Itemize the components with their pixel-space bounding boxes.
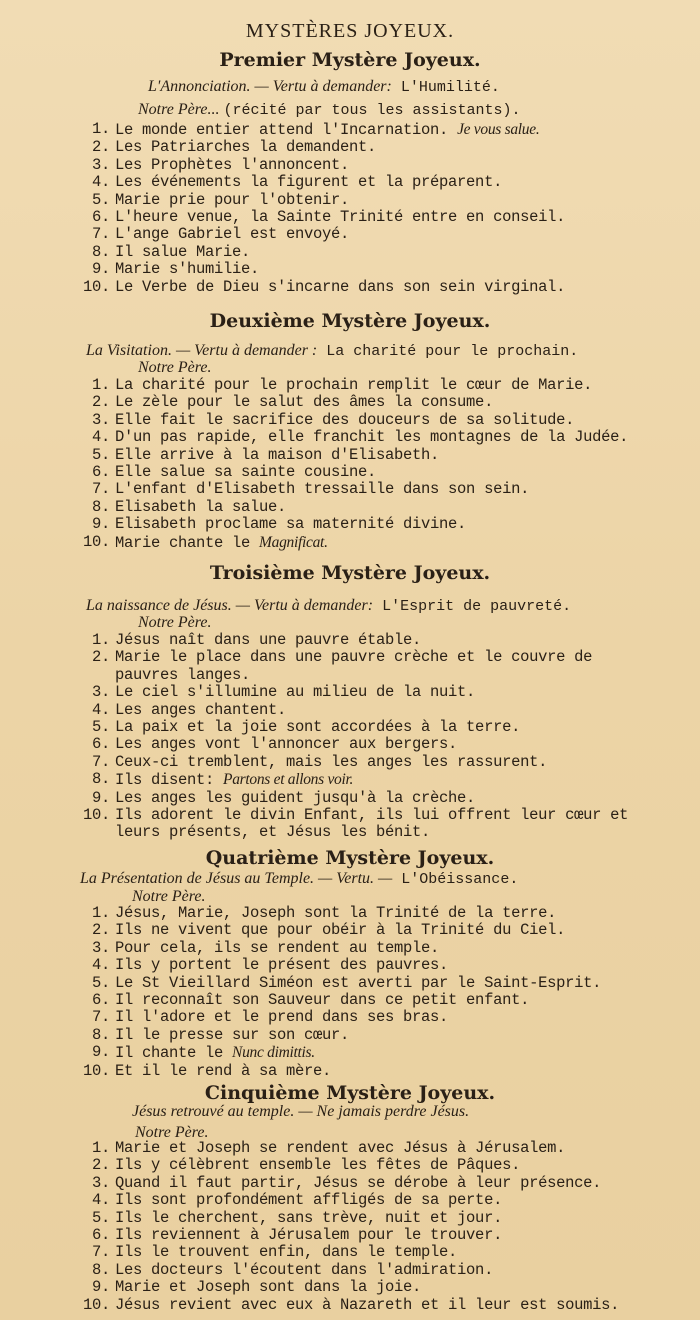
notre-pere-line bbox=[138, 614, 211, 631]
item-number: 6. bbox=[91, 1226, 110, 1245]
item-number: 2. bbox=[91, 1156, 110, 1175]
item-text: Marie s'humilie. bbox=[115, 260, 260, 279]
list-item bbox=[0, 1175, 700, 1192]
item-text: Les anges vont l'annoncer aux bergers. bbox=[115, 735, 458, 754]
decade-list bbox=[0, 905, 700, 1080]
item-text: Ils y portent le présent des pauvres. bbox=[115, 956, 449, 975]
item-text: Le Verbe de Dieu s'incarne dans son sein virginal. bbox=[115, 277, 566, 296]
item-text: Ils adorent le divin Enfant, ils lui offrent leur cœur et leurs présents, et Jésus les bénit. bbox=[115, 806, 629, 842]
item-number: 3. bbox=[91, 938, 110, 957]
notre-pere-note: (récité par tous les assistants). bbox=[223, 102, 521, 119]
list-item bbox=[0, 1027, 700, 1044]
item-number: 2. bbox=[91, 921, 110, 940]
item-number: 5. bbox=[91, 445, 110, 464]
item-number: 1. bbox=[91, 904, 110, 922]
item-text: Marie et Joseph se rendent avec Jésus à Jérusalem. bbox=[115, 1139, 566, 1157]
item-text: Il l'adore et le prend dans ses bras. bbox=[115, 1008, 449, 1027]
item-text: Les événements la figurent et la préparent. bbox=[115, 173, 503, 192]
decade-list bbox=[0, 1140, 700, 1314]
item-number: 5. bbox=[91, 190, 110, 209]
item-italic: Je vous salue. bbox=[457, 121, 540, 138]
list-item bbox=[0, 1279, 700, 1296]
virtue-label: La Visitation. — Vertu à demander : bbox=[86, 342, 318, 359]
item-text: Les docteurs l'écoutent dans l'admiration. bbox=[115, 1260, 494, 1279]
decade-list bbox=[0, 632, 700, 842]
virtue-label: Jésus retrouvé au temple. — Ne jamais perdre Jésus. bbox=[132, 1103, 470, 1120]
list-item bbox=[0, 139, 700, 156]
item-number: 10. bbox=[82, 277, 110, 296]
item-text: D'un pas rapide, elle franchit les montagnes de la Judée. bbox=[115, 428, 629, 447]
item-text: Il salue Marie. bbox=[115, 242, 251, 261]
decade-list bbox=[0, 121, 700, 296]
list-item bbox=[0, 499, 700, 516]
virtue-line bbox=[86, 342, 578, 360]
item-number: 2. bbox=[91, 648, 110, 667]
item-text: Les anges chantent. bbox=[115, 700, 287, 719]
list-item bbox=[0, 377, 700, 394]
list-item bbox=[0, 1044, 700, 1062]
item-number: 7. bbox=[91, 752, 110, 771]
item-text: Pour cela, ils se rendent au temple. bbox=[115, 938, 440, 957]
item-number: 4. bbox=[91, 956, 110, 975]
list-item bbox=[0, 1140, 700, 1157]
item-number: 4. bbox=[91, 1191, 110, 1210]
item-text: Marie le place dans une pauvre crèche et le couvre de pauvres langes. bbox=[115, 648, 593, 684]
item-text: Il reconnaît son Sauveur dans ce petit enfant. bbox=[115, 991, 530, 1010]
virtue-line bbox=[80, 870, 518, 888]
item-text: Jésus, Marie, Joseph sont la Trinité de la terre. bbox=[115, 904, 557, 922]
item-text: Le zèle pour le salut des âmes la consume. bbox=[115, 393, 494, 412]
item-text: Le monde entier attend l'Incarnation. bbox=[115, 121, 449, 139]
list-item bbox=[0, 279, 700, 296]
virtue-value: L'Esprit de pauvreté. bbox=[382, 598, 572, 615]
virtue-value: L'Humilité. bbox=[400, 79, 500, 96]
item-number: 8. bbox=[91, 1260, 110, 1279]
virtue-line bbox=[86, 597, 571, 615]
item-text: Elle salue sa sainte cousine. bbox=[115, 463, 377, 482]
item-text: Et il le rend à sa mère. bbox=[115, 1061, 332, 1080]
item-number: 7. bbox=[91, 1008, 110, 1027]
item-text: Ils sont profondément affligés de sa perte. bbox=[115, 1191, 503, 1210]
virtue-value: L'Obéissance. bbox=[401, 871, 519, 888]
list-item bbox=[0, 975, 700, 992]
item-number: 9. bbox=[91, 515, 110, 534]
virtue-label: L'Annonciation. — Vertu à demander: bbox=[148, 78, 392, 95]
item-text: La paix et la joie sont accordées à la terre. bbox=[115, 718, 521, 737]
virtue-value: La charité pour le prochain. bbox=[326, 343, 579, 360]
list-item bbox=[0, 1262, 700, 1279]
virtue-label: La Présentation de Jésus au Temple. — Vertu. — bbox=[80, 870, 393, 887]
item-number: 8. bbox=[91, 242, 110, 261]
item-text: Le ciel s'illumine au milieu de la nuit. bbox=[115, 683, 476, 702]
item-number: 6. bbox=[91, 208, 110, 227]
item-number: 10. bbox=[82, 1295, 110, 1314]
notre-pere-label: Notre Père. bbox=[135, 1124, 209, 1141]
list-item bbox=[0, 1210, 700, 1227]
mystery-heading: Premier Mystère Joyeux. bbox=[219, 49, 481, 71]
item-number: 4. bbox=[91, 428, 110, 447]
item-number: 9. bbox=[91, 260, 110, 279]
mystery-heading: Troisième Mystère Joyeux. bbox=[209, 562, 491, 584]
item-text: Elisabeth proclame sa maternité divine. bbox=[115, 515, 467, 534]
list-item bbox=[0, 157, 700, 174]
item-number: 4. bbox=[91, 700, 110, 719]
list-item bbox=[0, 1009, 700, 1026]
notre-pere-line bbox=[138, 101, 521, 119]
item-text: Ils ne vivent que pour obéir à la Trinité du Ciel. bbox=[115, 921, 566, 940]
item-italic: Partons et allons voir. bbox=[223, 771, 354, 789]
list-item bbox=[0, 632, 700, 649]
item-number: 9. bbox=[91, 1278, 110, 1297]
virtue-line bbox=[132, 1103, 469, 1121]
list-item bbox=[0, 771, 700, 789]
list-item bbox=[0, 412, 700, 429]
list-item bbox=[0, 736, 700, 753]
item-number: 1. bbox=[91, 376, 110, 394]
page-title: MYSTÈRES JOYEUX. bbox=[245, 20, 455, 42]
notre-pere-label: Notre Père. bbox=[138, 359, 212, 376]
list-item bbox=[0, 226, 700, 243]
item-italic: Magnificat. bbox=[259, 533, 328, 551]
item-text: Les Prophètes l'annoncent. bbox=[115, 155, 350, 174]
notre-pere-label: Notre Père. bbox=[138, 614, 212, 631]
list-item bbox=[0, 702, 700, 719]
list-item bbox=[0, 1063, 700, 1080]
item-number: 8. bbox=[91, 497, 110, 516]
list-item bbox=[0, 192, 700, 209]
notre-pere-label: Notre Père. bbox=[132, 888, 206, 905]
decade-list bbox=[0, 377, 700, 552]
item-number: 3. bbox=[91, 1173, 110, 1192]
list-item bbox=[0, 1297, 700, 1314]
list-item bbox=[0, 429, 700, 446]
item-text: Marie prie pour l'obtenir. bbox=[115, 190, 350, 209]
item-text: Il chante le bbox=[115, 1044, 224, 1063]
item-number: 7. bbox=[91, 225, 110, 244]
item-text: Les Patriarches la demandent. bbox=[115, 138, 377, 157]
list-item bbox=[0, 807, 700, 842]
list-item bbox=[0, 464, 700, 481]
list-item bbox=[0, 940, 700, 957]
item-number: 6. bbox=[91, 735, 110, 754]
list-item bbox=[0, 394, 700, 411]
item-text: Marie et Joseph sont dans la joie. bbox=[115, 1278, 422, 1297]
list-item bbox=[0, 121, 700, 139]
item-text: L'ange Gabriel est envoyé. bbox=[115, 225, 350, 244]
list-item bbox=[0, 209, 700, 226]
item-text: Elle fait le sacrifice des douceurs de sa solitude. bbox=[115, 410, 575, 429]
item-number: 6. bbox=[91, 991, 110, 1010]
item-text: Ils y célèbrent ensemble les fêtes de Pâques. bbox=[115, 1156, 521, 1175]
item-text: Marie chante le bbox=[115, 533, 251, 552]
notre-pere-line bbox=[138, 359, 211, 376]
list-item bbox=[0, 261, 700, 278]
list-item bbox=[0, 1227, 700, 1244]
item-text: Ils disent: bbox=[115, 771, 215, 790]
list-item bbox=[0, 649, 700, 684]
notre-pere-line bbox=[132, 888, 205, 905]
item-text: Elle arrive à la maison d'Elisabeth. bbox=[115, 445, 440, 464]
item-number: 1. bbox=[91, 631, 110, 649]
list-item bbox=[0, 790, 700, 807]
list-item bbox=[0, 719, 700, 736]
item-number: 1. bbox=[91, 120, 110, 138]
item-number: 4. bbox=[91, 173, 110, 192]
list-item bbox=[0, 684, 700, 701]
item-number: 5. bbox=[91, 718, 110, 737]
mystery-heading: Cinquième Mystère Joyeux. bbox=[204, 1082, 496, 1104]
item-text: L'heure venue, la Sainte Trinité entre en conseil. bbox=[115, 208, 566, 227]
item-number: 10. bbox=[82, 1061, 110, 1080]
item-text: Il le presse sur son cœur. bbox=[115, 1025, 350, 1044]
item-text: L'enfant d'Elisabeth tressaille dans son sein. bbox=[115, 480, 530, 499]
item-text: Quand il faut partir, Jésus se dérobe à leur présence. bbox=[115, 1173, 602, 1192]
item-text: La charité pour le prochain remplit le cœur de Marie. bbox=[115, 376, 593, 394]
item-number: 10. bbox=[82, 806, 110, 825]
mystery-heading: Deuxième Mystère Joyeux. bbox=[209, 310, 491, 332]
list-item bbox=[0, 174, 700, 191]
item-number: 8. bbox=[91, 770, 110, 789]
item-text: Ils le trouvent enfin, dans le temple. bbox=[115, 1243, 458, 1262]
item-number: 6. bbox=[91, 463, 110, 482]
item-number: 8. bbox=[91, 1025, 110, 1044]
list-item bbox=[0, 992, 700, 1009]
list-item bbox=[0, 1157, 700, 1174]
list-item bbox=[0, 1192, 700, 1209]
item-number: 7. bbox=[91, 480, 110, 499]
item-text: Le St Vieillard Siméon est averti par le Saint-Esprit. bbox=[115, 973, 602, 992]
item-number: 3. bbox=[91, 155, 110, 174]
item-number: 7. bbox=[91, 1243, 110, 1262]
list-item bbox=[0, 922, 700, 939]
item-text: Jésus naît dans une pauvre étable. bbox=[115, 631, 422, 649]
item-number: 3. bbox=[91, 683, 110, 702]
notre-pere-label: Notre Père... bbox=[138, 101, 220, 118]
item-number: 5. bbox=[91, 1208, 110, 1227]
item-text: Ils reviennent à Jérusalem pour le trouver. bbox=[115, 1226, 503, 1245]
list-item bbox=[0, 1244, 700, 1261]
item-number: 2. bbox=[91, 393, 110, 412]
item-text: Jésus revient avec eux à Nazareth et il leur est soumis. bbox=[115, 1295, 620, 1314]
item-number: 2. bbox=[91, 138, 110, 157]
list-item bbox=[0, 516, 700, 533]
item-number: 1. bbox=[91, 1139, 110, 1157]
item-number: 9. bbox=[91, 788, 110, 807]
list-item bbox=[0, 481, 700, 498]
virtue-label: La naissance de Jésus. — Vertu à demander: bbox=[86, 597, 374, 614]
list-item bbox=[0, 754, 700, 771]
item-italic: Nunc dimittis. bbox=[232, 1044, 315, 1062]
item-text: Ils le cherchent, sans trève, nuit et jour. bbox=[115, 1208, 503, 1227]
item-number: 9. bbox=[91, 1043, 110, 1062]
item-number: 10. bbox=[82, 532, 110, 551]
list-item bbox=[0, 957, 700, 974]
list-item bbox=[0, 534, 700, 552]
mystery-heading: Quatrième Mystère Joyeux. bbox=[205, 847, 495, 869]
list-item bbox=[0, 244, 700, 261]
item-text: Ceux-ci tremblent, mais les anges les rassurent. bbox=[115, 752, 548, 771]
item-text: Elisabeth la salue. bbox=[115, 497, 287, 516]
item-text: Les anges les guident jusqu'à la crèche. bbox=[115, 788, 476, 807]
virtue-line bbox=[148, 78, 500, 96]
list-item bbox=[0, 905, 700, 922]
list-item bbox=[0, 447, 700, 464]
item-number: 3. bbox=[91, 410, 110, 429]
item-number: 5. bbox=[91, 973, 110, 992]
